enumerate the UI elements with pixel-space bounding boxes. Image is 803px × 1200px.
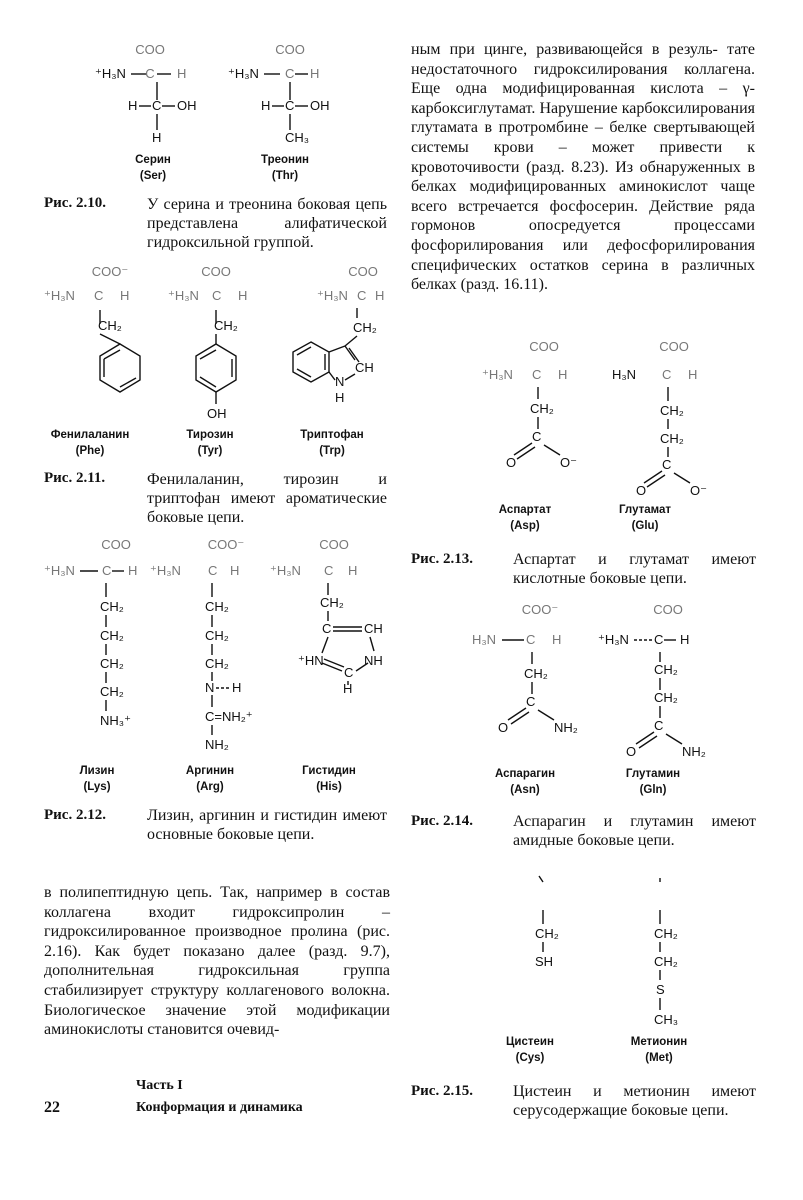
- fig-2-12-label: Рис. 2.12.: [44, 807, 106, 823]
- tyrosine-name: Тирозин (Tyr): [186, 429, 234, 457]
- svg-text:C: C: [357, 288, 367, 303]
- svg-text:H: H: [335, 390, 345, 405]
- tryptophan-name: Триптофан (Trp): [300, 429, 364, 457]
- svg-text:CH₂: CH₂: [100, 628, 124, 643]
- svg-text:COO: COO: [529, 339, 559, 354]
- svg-text:⁺H₃N: ⁺H₃N: [44, 288, 75, 303]
- histidine-name: Гистидин (His): [302, 765, 356, 793]
- svg-text:CH₂: CH₂: [660, 403, 684, 418]
- svg-text:CH: CH: [364, 621, 383, 636]
- left-body-text: в полипептидную цепь. Так, например в состав коллагена входит гидроксипролин – гидроксилированное производное пролина (рис. 2.16). Как будет показано далее (разд. 9.7), дополнительная гидроксильная группа стабилизирует структуру коллагенового волокна. Биологическое значение этой модификации аминокислоты становится очевид-: [44, 884, 390, 1039]
- fig-2-14-caption: Аспарагин и глутамин имеют амидные боковые цепи.: [513, 813, 756, 849]
- svg-text:C: C: [654, 632, 664, 647]
- svg-text:C: C: [152, 98, 162, 113]
- svg-text:H: H: [261, 98, 271, 113]
- asparagine-structure: [470, 598, 590, 743]
- cysteine-structure: [515, 870, 595, 980]
- svg-text:⁺H₃N: ⁺H₃N: [95, 66, 126, 81]
- svg-text:C: C: [322, 621, 332, 636]
- right-top-text: ным при цинге, развивающейся в резуль- тате недостаточного гидроксилирования коллагена. Еще одна модифицированная кислота – γ-карбоксиглутамат. Нарушение карбоксилирования глутамата в протромбине – белке свертывающей системы крови – может привести к кровоточивости (разд. 8.23). Из обнаруженных в белках модифицированных аминокислот чаще всего встречается фосфосерин. Действие ряда гормонов опосредуется процессами фосфорилирования или дефосфорилирования специфических остатков серина в различных белках (разд. 16.11).: [411, 41, 756, 294]
- svg-text:CH: CH: [355, 360, 374, 375]
- fig-2-13-label: Рис. 2.13.: [411, 551, 473, 567]
- svg-text:O: O: [498, 720, 509, 735]
- svg-text:SH: SH: [535, 954, 554, 969]
- svg-text:H: H: [128, 98, 138, 113]
- svg-text:COO⁻: COO⁻: [207, 537, 245, 552]
- svg-text:COO⁻: COO⁻: [521, 602, 559, 617]
- svg-text:H₃N: H₃N: [612, 367, 637, 382]
- svg-text:O: O: [506, 455, 517, 470]
- fig-2-15-label: Рис. 2.15.: [411, 1083, 473, 1099]
- glutamine-name: Глутамин (Gln): [625, 768, 681, 796]
- svg-text:CH₂: CH₂: [100, 684, 124, 699]
- svg-text:CH₂: CH₂: [524, 666, 548, 681]
- svg-text:⁺H₃N: ⁺H₃N: [44, 563, 75, 578]
- lysine-name: Лизин (Lys): [79, 765, 115, 793]
- svg-text:N: N: [335, 374, 345, 389]
- methionine-name: Метионин (Met): [630, 1036, 688, 1064]
- svg-text:CH₂: CH₂: [98, 318, 122, 333]
- part-title: Конформация и динамика: [136, 1100, 303, 1115]
- svg-text:COO: COO: [319, 537, 349, 552]
- fig-2-14-label: Рис. 2.14.: [411, 813, 473, 829]
- svg-text:H: H: [348, 563, 358, 578]
- fig-2-10-caption: У серина и треонина боковая цепь представлена алифатической гидроксильной группой.: [147, 196, 387, 251]
- threonine-name: Треонин (Thr): [261, 154, 309, 182]
- fig-2-10-label: Рис. 2.10.: [44, 195, 106, 211]
- svg-text:C: C: [344, 665, 354, 680]
- svg-text:CH₂: CH₂: [654, 954, 678, 969]
- svg-text:N: N: [205, 680, 215, 695]
- glutamate-structure: [610, 335, 720, 500]
- svg-text:CH₂: CH₂: [654, 662, 678, 677]
- svg-text:H₃N: H₃N: [472, 632, 497, 647]
- phenylalanine-structure: [40, 262, 160, 412]
- svg-text:⁺H₃N: ⁺H₃N: [270, 563, 301, 578]
- page-number: 22: [44, 1099, 60, 1116]
- svg-text:COO: COO: [659, 339, 689, 354]
- fig-2-11-label: Рис. 2.11.: [44, 470, 106, 486]
- svg-text:H: H: [152, 130, 162, 145]
- svg-text:H: H: [238, 288, 248, 303]
- svg-text:CH₂: CH₂: [660, 431, 684, 446]
- svg-text:NH: NH: [364, 653, 383, 668]
- aspartate-name: Аспартат (Asp): [498, 504, 552, 532]
- histidine-structure: [270, 535, 400, 695]
- svg-text:C: C: [285, 98, 295, 113]
- svg-text:C: C: [526, 632, 536, 647]
- svg-text:COO⁻: COO⁻: [91, 264, 129, 279]
- svg-text:H: H: [552, 632, 562, 647]
- svg-text:H: H: [558, 367, 568, 382]
- svg-text:H: H: [177, 66, 187, 81]
- svg-text:H: H: [375, 288, 385, 303]
- svg-text:⁺H₃N: ⁺H₃N: [598, 632, 629, 647]
- serine-structure: [95, 38, 205, 158]
- svg-text:O⁻: O⁻: [560, 455, 577, 470]
- svg-text:COO: COO: [201, 264, 231, 279]
- serine-name: Серин (Ser): [135, 154, 171, 182]
- svg-text:COO: COO: [653, 602, 683, 617]
- svg-text:C=NH₂⁺: C=NH₂⁺: [205, 709, 253, 724]
- svg-text:OH: OH: [177, 98, 197, 113]
- svg-text:CH₂: CH₂: [320, 595, 344, 610]
- svg-text:H: H: [128, 563, 138, 578]
- svg-text:C: C: [94, 288, 104, 303]
- asparagine-name: Аспарагин (Asn): [494, 768, 556, 796]
- tryptophan-structure: [265, 262, 395, 412]
- svg-text:C: C: [526, 694, 536, 709]
- svg-text:O: O: [636, 483, 647, 498]
- cysteine-name: Цистеин (Cys): [506, 1036, 554, 1064]
- part-label: Часть I: [136, 1078, 183, 1093]
- svg-text:C: C: [285, 66, 295, 81]
- glutamate-name: Глутамат (Glu): [618, 504, 672, 532]
- svg-text:H: H: [688, 367, 698, 382]
- svg-text:COO: COO: [135, 42, 165, 57]
- svg-text:CH₂: CH₂: [100, 656, 124, 671]
- aspartate-structure: [480, 335, 590, 475]
- svg-text:⁺H₃N: ⁺H₃N: [482, 367, 513, 382]
- svg-text:S: S: [656, 982, 665, 997]
- fig-2-12-caption: Лизин, аргинин и гистидин имеют основные боковые цепи.: [147, 807, 387, 843]
- svg-text:O⁻: O⁻: [690, 483, 707, 498]
- svg-text:O: O: [626, 744, 637, 759]
- lysine-structure: [40, 535, 160, 735]
- svg-text:H: H: [232, 680, 242, 695]
- svg-text:COO: COO: [101, 537, 131, 552]
- svg-text:CH₂: CH₂: [535, 926, 559, 941]
- svg-text:COO: COO: [275, 42, 305, 57]
- tyrosine-structure: [160, 262, 280, 422]
- svg-text:CH₃: CH₃: [285, 130, 310, 145]
- svg-text:⁺HN: ⁺HN: [298, 653, 324, 668]
- svg-text:CH₃: CH₃: [654, 1012, 679, 1027]
- svg-text:NH₂: NH₂: [205, 737, 229, 752]
- glutamine-structure: [598, 598, 728, 768]
- svg-text:C: C: [102, 563, 112, 578]
- svg-text:C: C: [324, 563, 334, 578]
- svg-text:C: C: [532, 429, 542, 444]
- svg-text:H: H: [120, 288, 130, 303]
- svg-text:OH: OH: [310, 98, 330, 113]
- svg-text:CH₂: CH₂: [353, 320, 377, 335]
- svg-text:NH₂: NH₂: [682, 744, 706, 759]
- fig-2-13-caption: Аспартат и глутамат имеют кислотные боковые цепи.: [513, 551, 756, 587]
- svg-text:CH₂: CH₂: [530, 401, 554, 416]
- arginine-name: Аргинин (Arg): [185, 765, 235, 793]
- svg-text:NH₂: NH₂: [554, 720, 578, 735]
- svg-text:C: C: [654, 718, 664, 733]
- svg-text:C: C: [208, 563, 218, 578]
- svg-text:C: C: [212, 288, 222, 303]
- svg-text:H: H: [680, 632, 690, 647]
- svg-text:C: C: [662, 457, 672, 472]
- svg-text:CH₂: CH₂: [205, 599, 229, 614]
- threonine-structure: [228, 38, 338, 158]
- svg-text:CH₂: CH₂: [214, 318, 238, 333]
- arginine-structure: [150, 535, 290, 760]
- svg-text:H: H: [310, 66, 320, 81]
- svg-text:⁺H₃N: ⁺H₃N: [168, 288, 199, 303]
- svg-text:H: H: [343, 681, 353, 696]
- svg-text:NH₃⁺: NH₃⁺: [100, 713, 131, 728]
- methionine-structure: [640, 870, 720, 1030]
- fig-2-11-caption: Фенилаланин, тирозин и триптофан имеют ароматические боковые цепи.: [147, 471, 387, 526]
- svg-text:COO: COO: [348, 264, 378, 279]
- svg-text:⁺H₃N: ⁺H₃N: [317, 288, 348, 303]
- svg-text:CH₂: CH₂: [654, 926, 678, 941]
- svg-text:C: C: [662, 367, 672, 382]
- svg-text:H: H: [230, 563, 240, 578]
- svg-text:⁺H₃N: ⁺H₃N: [228, 66, 259, 81]
- svg-text:CH₂: CH₂: [654, 690, 678, 705]
- svg-text:CH₂: CH₂: [205, 656, 229, 671]
- svg-text:OH: OH: [207, 406, 227, 421]
- svg-text:C: C: [532, 367, 542, 382]
- fig-2-15-caption: Цистеин и метионин имеют серусодержащие боковые цепи.: [513, 1083, 756, 1119]
- svg-text:CH₂: CH₂: [205, 628, 229, 643]
- svg-text:⁺H₃N: ⁺H₃N: [150, 563, 181, 578]
- svg-text:C: C: [145, 66, 155, 81]
- phenylalanine-name: Фенилаланин (Phe): [50, 429, 130, 457]
- svg-text:CH₂: CH₂: [100, 599, 124, 614]
